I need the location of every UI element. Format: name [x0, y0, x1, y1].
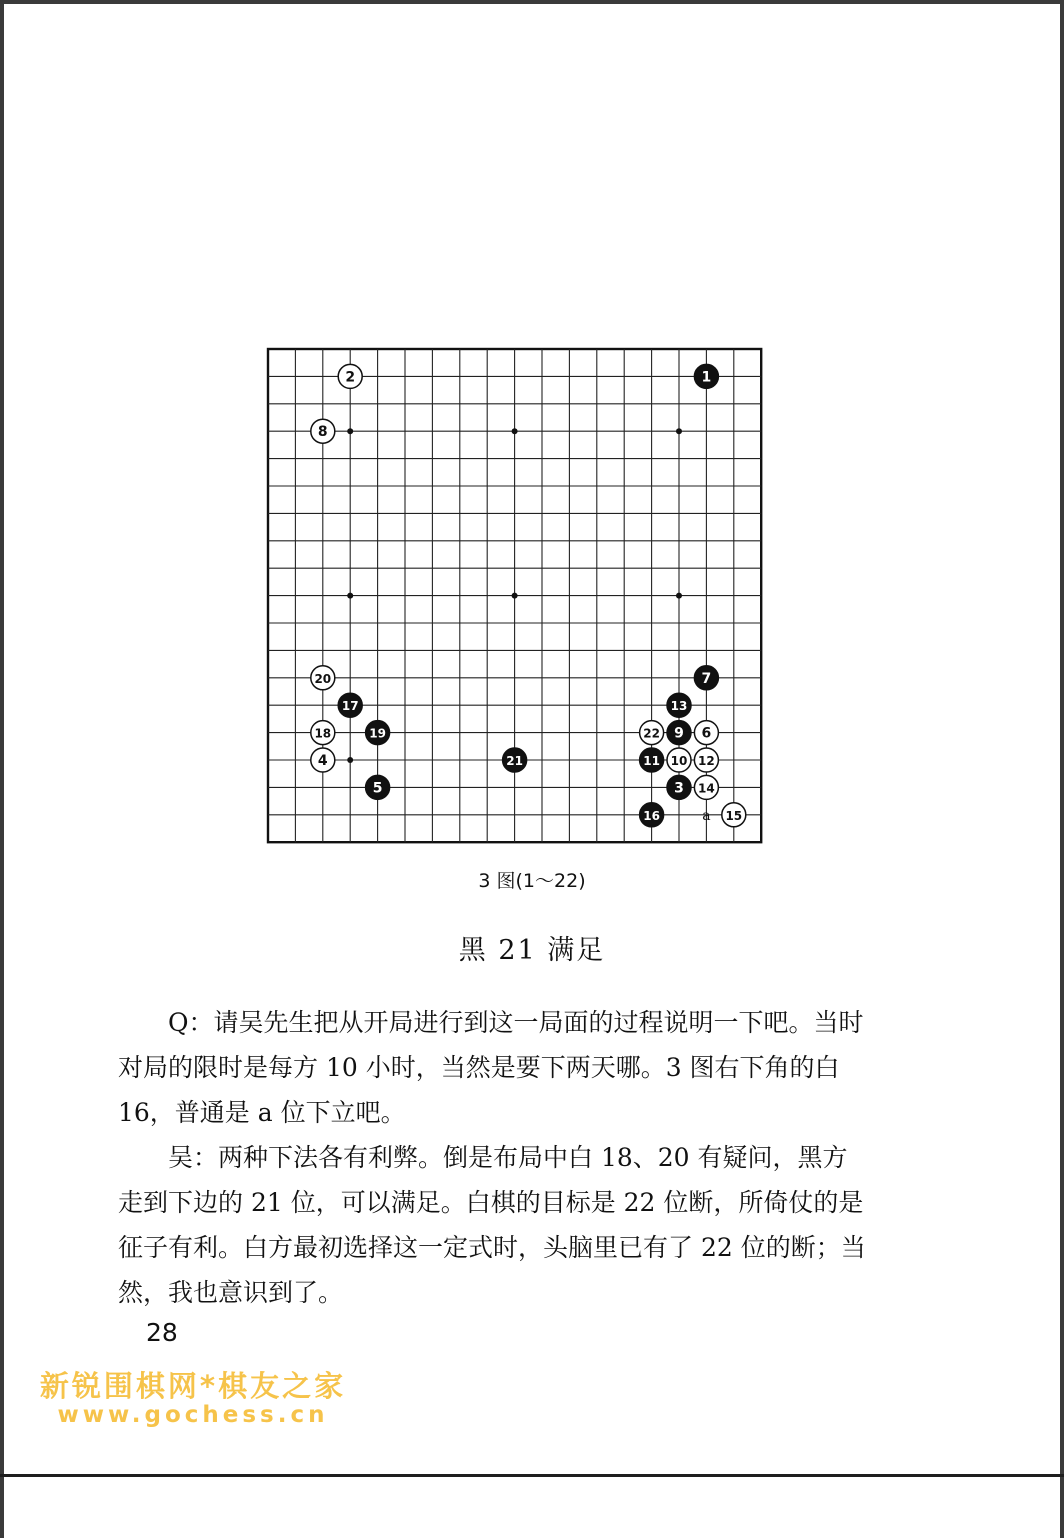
stone-number-12: 12 — [698, 754, 715, 768]
stone-number-21: 21 — [506, 754, 523, 768]
page-number: 28 — [146, 1318, 178, 1347]
stone-number-11: 11 — [643, 754, 660, 768]
stone-number-17: 17 — [341, 699, 359, 714]
stone-number-13: 13 — [670, 699, 688, 714]
stone-number-9: 9 — [674, 725, 684, 742]
stone-number-3: 3 — [674, 780, 684, 797]
star-point — [512, 428, 518, 434]
star-point — [347, 757, 353, 763]
go-board-svg — [262, 343, 768, 855]
diagram-caption: 3 图(1～22) — [478, 870, 586, 892]
stone-number-14: 14 — [698, 781, 715, 796]
stone-number-1: 1 — [701, 369, 712, 386]
star-point — [347, 428, 353, 434]
star-point — [347, 593, 353, 599]
watermark-line-2: www.gochess.cn — [57, 1402, 329, 1428]
body-text — [118, 1000, 868, 1315]
section-heading: 黑 21 满足 — [458, 935, 606, 966]
point-label-a: a — [702, 807, 711, 824]
stone-number-6: 6 — [701, 725, 712, 742]
star-point — [676, 428, 682, 434]
paragraph-answer: 吴：两种下法各有利弊。倒是布局中白 18、20 有疑问，黑方走到下边的 21 位，可以满足。白棋的目标是 22 位断，所倚仗的是征子有利。白方最初选择这一定式时，头脑里已有了 22 位的断；当然，我也意识到了。 — [118, 1143, 866, 1307]
paragraph-question: Q：请吴先生把从开局进行到这一局面的过程说明一下吧。当时对局的限时是每方 10 小时，当然是要下两天哪。3 图右下角的白 16，普通是 a 位下立吧。 — [118, 1008, 864, 1127]
stone-number-10: 10 — [670, 754, 688, 768]
star-point — [512, 593, 518, 599]
stone-number-20: 20 — [314, 671, 332, 686]
stone-number-4: 4 — [317, 753, 328, 769]
bottom-rule — [0, 1474, 1064, 1477]
stone-number-16: 16 — [643, 808, 660, 823]
stone-number-22: 22 — [643, 726, 660, 741]
go-board-diagram — [262, 343, 768, 855]
stone-number-2: 2 — [345, 369, 356, 386]
star-point — [676, 593, 682, 599]
stone-number-18: 18 — [314, 726, 332, 741]
stone-number-19: 19 — [369, 726, 386, 741]
stone-number-7: 7 — [701, 670, 712, 687]
stone-number-5: 5 — [372, 780, 383, 797]
stone-number-15: 15 — [725, 808, 743, 823]
watermark-line-1: 新锐围棋网*棋友之家 — [39, 1369, 347, 1403]
stone-number-8: 8 — [317, 424, 328, 441]
